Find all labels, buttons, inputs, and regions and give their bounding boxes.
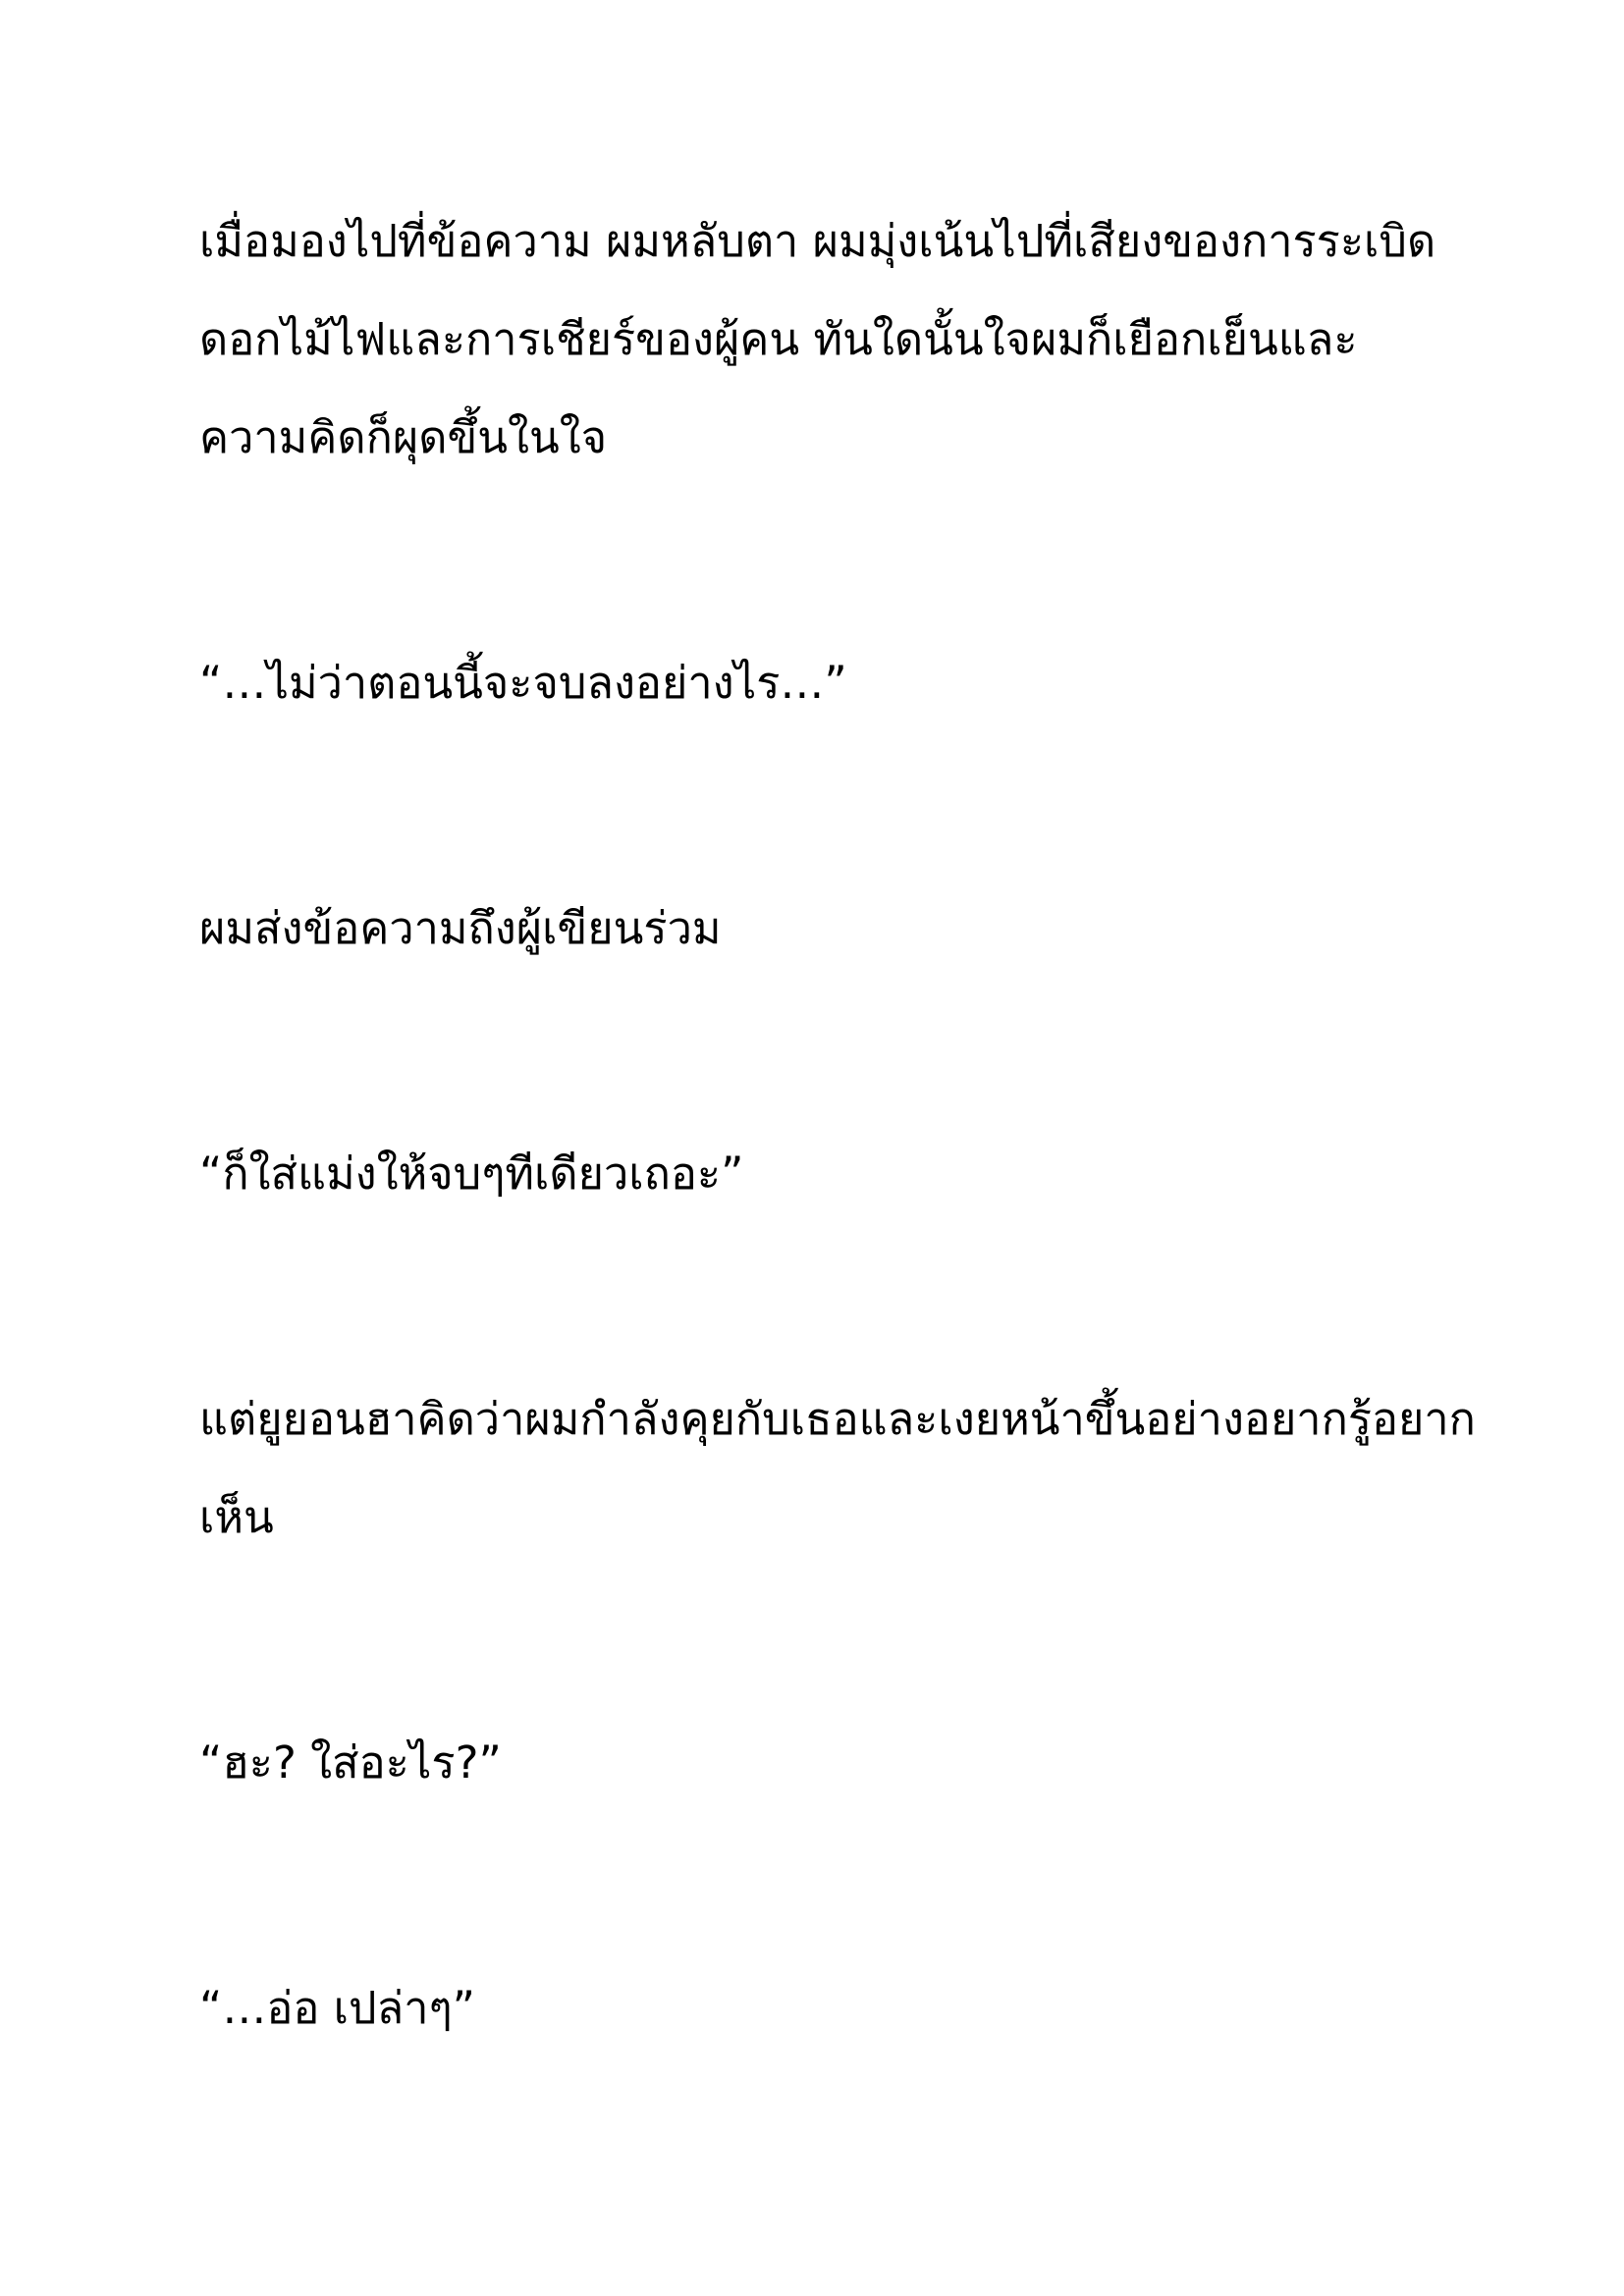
text-line: “ก็ใส่แม่งให้จบๆทีเดียวเถอะ” (199, 1148, 744, 1200)
narration-paragraph (199, 1370, 1476, 1567)
narration-paragraph (199, 880, 1476, 978)
dialogue-paragraph (199, 1959, 1476, 2057)
text-line: แต่ยูยอนฮาคิดว่าผมกำลังคุยกับเธอและเงยหน้าขึ้นอย่างอยากรู้อยาก (199, 1393, 1476, 1445)
text-line: “…อ่อ เปล่าๆ” (199, 1982, 475, 2034)
text-line: ดอกไม้ไฟและการเชียร์ของผู้คน ทันใดนั้นใจผมก็เยือกเย็นและ (199, 313, 1358, 365)
dialogue-paragraph (199, 1125, 1476, 1223)
text-line: เมื่อมองไปที่ข้อความ ผมหลับตา ผมมุ่งเน้นไปที่เสียงของการระเบิด (199, 215, 1436, 267)
dialogue-paragraph (199, 1714, 1476, 1812)
text-line: ความคิดก็ผุดขึ้นในใจ (199, 411, 608, 463)
text-line: “ฮะ? ใส่อะไร?” (199, 1736, 502, 1789)
text-line: เห็น (199, 1491, 274, 1543)
text-line: ผมส่งข้อความถึงผู้เขียนร่วม (199, 902, 722, 954)
dialogue-paragraph (199, 634, 1476, 732)
narration-paragraph (199, 192, 1476, 487)
text-line: “…ไม่ว่าตอนนี้จะจบลงอย่างไร…” (199, 657, 847, 709)
